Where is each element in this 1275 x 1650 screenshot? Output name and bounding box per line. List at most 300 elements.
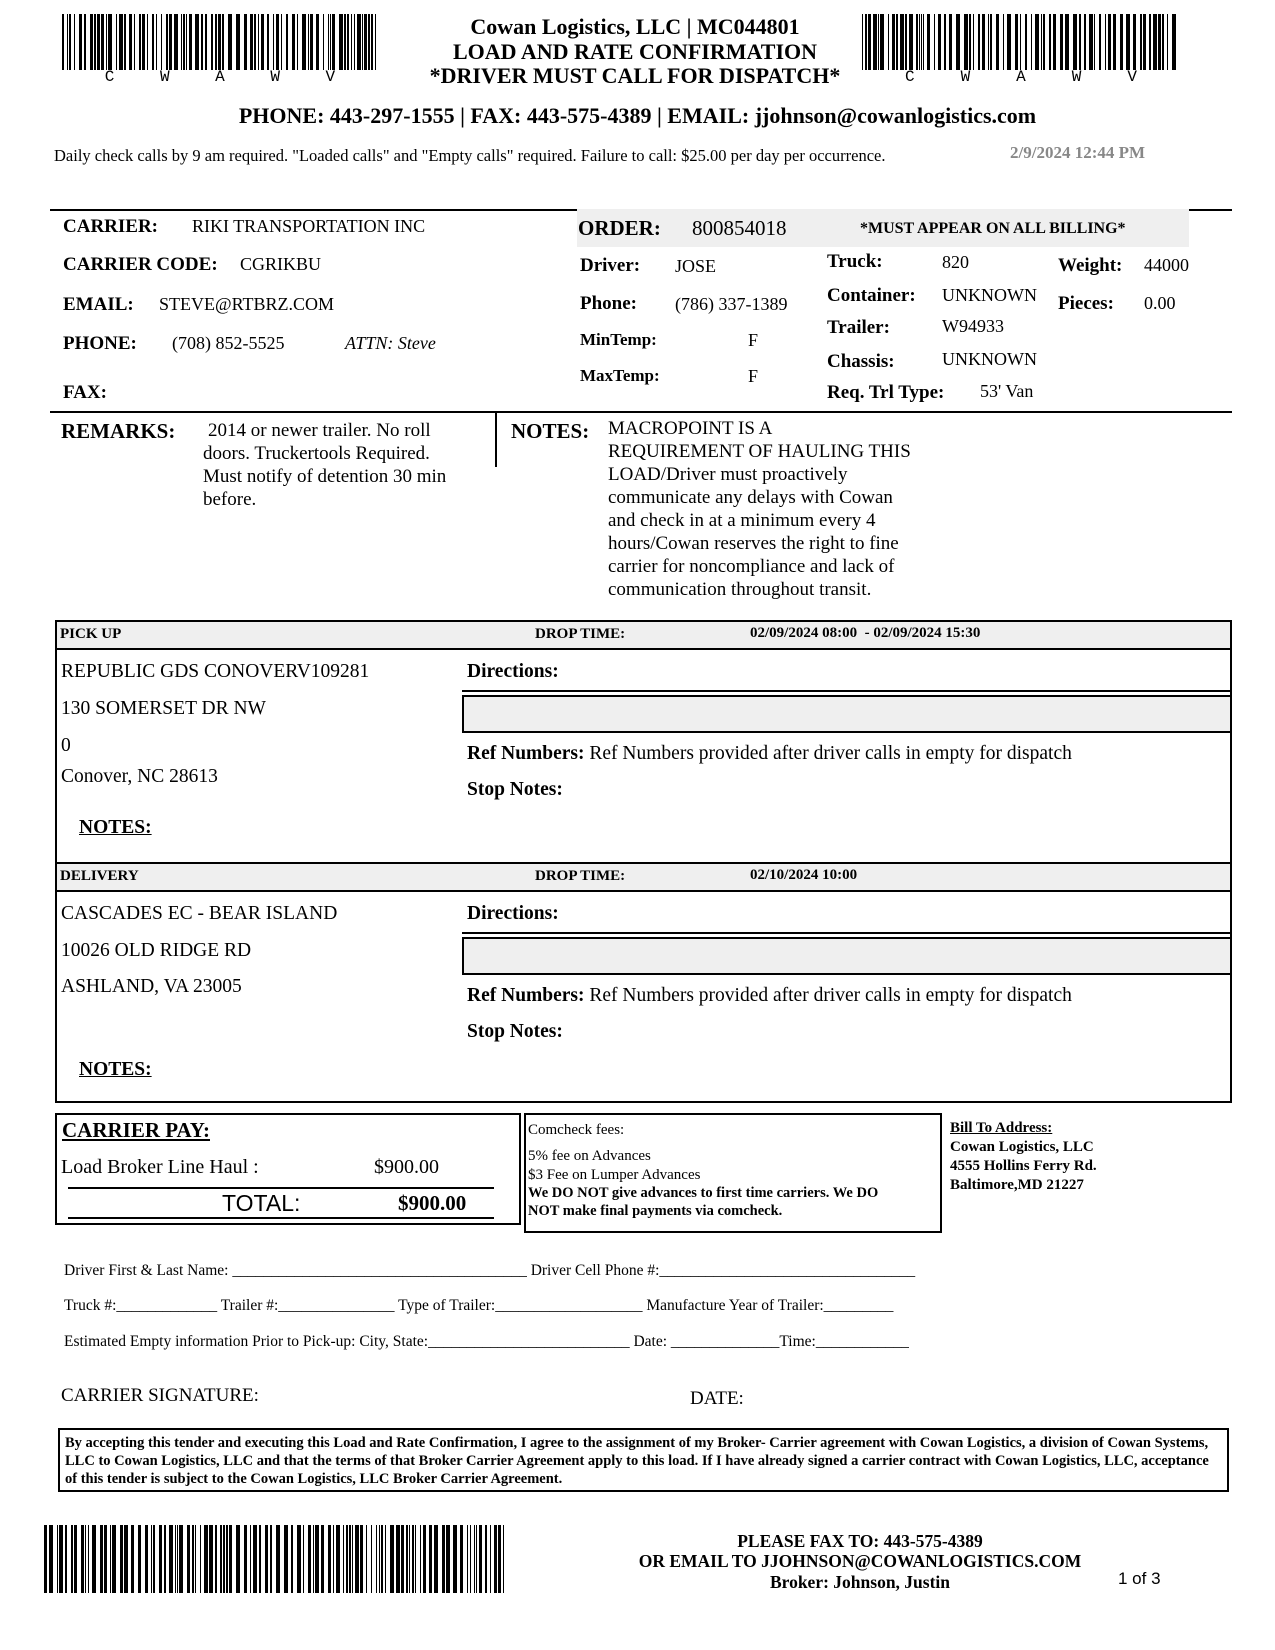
barcode-bar: [267, 14, 269, 70]
barcode-bar: [177, 1525, 178, 1593]
carrier-phone: (708) 852-5525: [172, 333, 285, 353]
pieces-label: Pieces:: [1058, 293, 1114, 314]
barcode-bar: [1172, 14, 1176, 70]
barcode-bar: [1108, 14, 1111, 70]
barcode-bar: [476, 1525, 477, 1593]
barcode-bar: [195, 14, 199, 70]
remarks-line: doors. Truckertools Required.: [203, 443, 430, 464]
pickup-stop-notes-label: Stop Notes:: [467, 779, 563, 800]
notes-line: hours/Cowan reserves the right to fine: [608, 533, 899, 554]
check-calls-notice: Daily check calls by 9 am required. "Loaded calls" and "Empty calls" required. Failure to call: $25.00 per day per occurrence.: [54, 146, 886, 165]
barcode-bar: [59, 1525, 63, 1593]
barcode-bar: [281, 14, 282, 70]
empty-info-field[interactable]: Estimated Empty information Prior to Pick-up: City, State:__________________________ Date: ______________Time:____________: [64, 1333, 909, 1350]
barcode-bar: [284, 1525, 288, 1593]
barcode-right: [862, 14, 1180, 86]
barcode-bar: [333, 1525, 334, 1593]
comcheck-line-1: 5% fee on Advances: [528, 1148, 651, 1164]
delivery-directions-box: [462, 937, 1232, 975]
barcode-bar: [485, 1525, 487, 1593]
barcode-bar: [321, 1525, 324, 1593]
barcode-footer: [44, 1525, 509, 1593]
barcode-bar: [315, 1525, 319, 1593]
remarks-line: 2014 or newer trailer. No roll: [208, 420, 431, 441]
barcode-bar: [244, 14, 247, 70]
barcode-bar: [934, 14, 935, 70]
barcode-bar: [292, 14, 295, 70]
agreement-text: By accepting this tender and executing this Load and Rate Confirmation, I agree to the assignment of my Broker- Carrier agreement with Cowan Logistics, a division of Cowan Systems, LLC to Cowan Logistics, LLC and that the terms of that Broker Carrier Agreement apply to this load. If I have already signed a carrier contract with Cowan Logistics, LLC, acceptance of this tender is subject to the Cowan Logistics, LLC Broker Carrier Agreement.: [58, 1428, 1229, 1492]
footer-broker-line: Broker: Johnson, Justin: [769, 1572, 951, 1592]
barcode-bar: [944, 14, 946, 70]
barcode-bar: [258, 14, 259, 70]
barcode-bar: [49, 1525, 53, 1593]
barcode-bar: [119, 14, 123, 70]
barcode-bar: [273, 14, 274, 70]
pickup-notes-label: NOTES:: [79, 817, 152, 838]
barcode-bar: [244, 1525, 247, 1593]
barcode-bar: [134, 14, 135, 70]
barcode-bar: [978, 14, 980, 70]
barcode-bar: [159, 1525, 162, 1593]
barcode-bar: [470, 1525, 471, 1593]
barcode-bar: [92, 1525, 96, 1593]
barcode-bar: [888, 14, 889, 70]
barcode-bar: [415, 1525, 416, 1593]
barcode-bar: [147, 14, 148, 70]
barcode-char: V: [325, 68, 336, 86]
barcode-bar: [186, 14, 187, 70]
barcode-left: [62, 14, 378, 86]
barcode-bar: [106, 14, 107, 70]
barcode-bar: [104, 1525, 107, 1593]
barcode-bar: [982, 14, 985, 70]
mintemp-label: MinTemp:: [580, 330, 657, 349]
container-label: Container:: [827, 285, 916, 306]
barcode-bar: [1020, 14, 1021, 70]
barcode-bar: [355, 1525, 359, 1593]
barcode-bar: [69, 14, 71, 70]
timestamp: 2/9/2024 12:44 PM: [1010, 143, 1146, 162]
line-haul-label: Load Broker Line Haul :: [61, 1156, 259, 1178]
delivery-ref-value: Ref Numbers provided after driver calls in empty for dispatch: [589, 985, 1072, 1006]
barcode-bar: [166, 14, 168, 70]
barcode-bar: [120, 1525, 123, 1593]
contact-line: PHONE: 443-297-1555 | FAX: 443-575-4389 | EMAIL: jjohnson@cowanlogistics.com: [238, 103, 1037, 128]
remarks-text: [203, 419, 493, 511]
barcode-bar: [434, 1525, 438, 1593]
total-value: $900.00: [398, 1191, 467, 1215]
barcode-bar: [169, 14, 172, 70]
barcode-bar: [195, 1525, 196, 1593]
barcode-bar: [479, 1525, 482, 1593]
barcode-bar: [215, 14, 217, 70]
barcode-bar: [956, 14, 960, 70]
barcode-bar: [138, 1525, 141, 1593]
barcode-bar: [57, 1525, 58, 1593]
barcode-bar: [366, 1525, 367, 1593]
maxtemp-value: F: [748, 366, 759, 386]
chassis-label: Chassis:: [827, 351, 895, 372]
barcode-bar: [1003, 14, 1004, 70]
barcode-bar: [85, 1525, 86, 1593]
barcode-bar: [218, 14, 221, 70]
barcode-bar: [220, 1525, 222, 1593]
barcode-char: W: [270, 68, 280, 86]
barcode-bar: [67, 14, 68, 70]
barcode-bar: [303, 1525, 304, 1593]
barcode-text: [862, 68, 1180, 86]
barcode-bar: [253, 1525, 257, 1593]
comcheck-line-2: $3 Fee on Lumper Advances: [528, 1167, 701, 1183]
remarks-line: before.: [203, 489, 257, 510]
barcode-bar: [179, 1525, 183, 1593]
barcode-bar: [1120, 14, 1123, 70]
barcode-bar: [460, 1525, 463, 1593]
barcode-bar: [1031, 14, 1032, 70]
barcode-bar: [79, 14, 82, 70]
barcode-bar: [328, 1525, 331, 1593]
barcode-bar: [323, 14, 324, 70]
barcode-bar: [108, 14, 112, 70]
carrier-label: CARRIER:: [63, 216, 158, 237]
barcode-bar: [181, 14, 182, 70]
barcode-bar: [1143, 14, 1146, 70]
barcode-bar: [151, 1525, 152, 1593]
maxtemp-label: MaxTemp:: [580, 366, 660, 385]
barcode-bars: [62, 14, 378, 70]
req-trailer-type-label: Req. Trl Type:: [827, 382, 945, 403]
barcode-bar: [347, 14, 349, 70]
barcode-bar: [270, 1525, 272, 1593]
barcode-bar: [101, 14, 104, 70]
notes-label: NOTES:: [511, 419, 590, 443]
notes-line: communicate any delays with Cowan: [608, 487, 893, 508]
barcode-char: C: [104, 68, 115, 86]
barcode-bar: [1153, 14, 1157, 70]
barcode-bar: [250, 1525, 251, 1593]
barcode-bar: [919, 14, 920, 70]
barcode-bar: [467, 1525, 468, 1593]
barcode-bar: [354, 14, 355, 70]
equipment-info-field[interactable]: Truck #:_____________ Trailer #:_______________ Type of Trailer:___________________ Manufacture Year of Trailer:_________: [64, 1297, 894, 1314]
barcode-bar: [65, 1525, 67, 1593]
barcode-bar: [1167, 14, 1168, 70]
barcode-char: W: [159, 68, 170, 86]
barcode-bar: [1089, 14, 1093, 70]
pickup-city: Conover, NC 28613: [61, 766, 218, 787]
barcode-bar: [390, 1525, 394, 1593]
barcode-bar: [328, 14, 329, 70]
barcode-bar: [360, 1525, 363, 1593]
barcode-bar: [228, 14, 232, 70]
notes-line: and check in at a minimum every 4: [608, 510, 876, 531]
barcode-bar: [969, 14, 971, 70]
barcode-bar: [1035, 14, 1039, 70]
barcode-bar: [1060, 14, 1063, 70]
barcode-bar: [364, 14, 367, 70]
barcode-bar: [1084, 14, 1086, 70]
barcode-bar: [1065, 14, 1069, 70]
trailer-label: Trailer:: [827, 317, 890, 338]
pickup-drop-label: DROP TIME:: [535, 626, 626, 642]
carrier-pay-title: CARRIER PAY:: [62, 1118, 210, 1142]
divider: [495, 411, 497, 467]
barcode-bar: [990, 14, 992, 70]
notes-line: REQUIREMENT OF HAULING THIS: [608, 441, 911, 462]
barcode-bar: [376, 1525, 377, 1593]
barcode-bar: [71, 1525, 73, 1593]
barcode-bar: [352, 1525, 353, 1593]
notes-line: LOAD/Driver must proactively: [608, 464, 848, 485]
company-line: Cowan Logistics, LLC | MC044801: [470, 14, 800, 39]
barcode-bar: [351, 14, 352, 70]
barcode-bar: [308, 14, 309, 70]
barcode-bar: [313, 1525, 314, 1593]
barcode-bar: [381, 1525, 383, 1593]
barcode-bar: [973, 14, 974, 70]
doc-title: LOAD AND RATE CONFIRMATION: [452, 39, 818, 64]
barcode-bar: [97, 14, 100, 70]
barcode-bar: [131, 1525, 134, 1593]
barcode-bar: [209, 1525, 213, 1593]
barcode-bar: [291, 1525, 293, 1593]
barcode-bar: [1099, 14, 1101, 70]
barcode-bar: [211, 14, 213, 70]
weight-label: Weight:: [1058, 255, 1123, 276]
barcode-bar: [429, 1525, 432, 1593]
delivery-ref-label: Ref Numbers:: [467, 985, 585, 1006]
barcode-bar: [349, 1525, 351, 1593]
barcode-bar: [423, 1525, 426, 1593]
barcode-bar: [189, 14, 192, 70]
barcode-bar: [420, 1525, 421, 1593]
order-number: 800854018: [692, 216, 787, 240]
barcode-bar: [1162, 14, 1164, 70]
barcode-char: A: [215, 68, 225, 86]
barcode-bar: [385, 1525, 386, 1593]
barcode-bar: [1079, 14, 1081, 70]
carrier-phone-label: PHONE:: [63, 333, 137, 354]
driver-phone-label: Phone:: [580, 293, 637, 314]
barcode-bar: [145, 1525, 148, 1593]
pickup-address-1: 130 SOMERSET DR NW: [61, 698, 266, 719]
barcode-bar: [339, 14, 343, 70]
page-number: 1 of 3: [1118, 1569, 1161, 1588]
barcode-bar: [226, 1525, 228, 1593]
barcode-bar: [896, 14, 898, 70]
date-field[interactable]: [755, 1378, 1055, 1406]
delivery-drop-time: 02/10/2024 10:00: [750, 867, 858, 883]
barcode-bar: [142, 14, 145, 70]
bill-to-line-1: Cowan Logistics, LLC: [950, 1139, 1094, 1155]
delivery-title: DELIVERY: [60, 868, 139, 884]
footer-fax-line: PLEASE FAX TO: 443-575-4389: [737, 1531, 983, 1551]
barcode-bar: [254, 14, 256, 70]
barcode-bar: [332, 14, 335, 70]
divider: [68, 1217, 494, 1219]
carrier-signature-field[interactable]: [276, 1375, 656, 1403]
bill-to-line-2: 4555 Hollins Ferry Rd.: [950, 1158, 1097, 1174]
barcode-bar: [222, 14, 224, 70]
barcode-bar: [1053, 14, 1056, 70]
barcode-bar: [88, 1525, 89, 1593]
barcode-bar: [379, 1525, 380, 1593]
barcode-bar: [156, 14, 157, 70]
delivery-directions-label: Directions:: [467, 903, 559, 924]
barcode-bar: [905, 14, 907, 70]
barcode-bar: [100, 1525, 103, 1593]
barcode-bar: [161, 14, 162, 70]
barcode-bar: [873, 14, 877, 70]
barcode-char: W: [960, 68, 971, 86]
divider: [50, 411, 1232, 413]
barcode-bar: [453, 1525, 457, 1593]
barcode-bar: [1105, 14, 1106, 70]
barcode-bar: [346, 1525, 348, 1593]
barcode-bar: [90, 14, 93, 70]
barcode-bar: [880, 14, 884, 70]
barcode-bar: [297, 14, 298, 70]
barcode-bar: [286, 14, 288, 70]
barcode-bar: [900, 14, 904, 70]
truck-label: Truck:: [827, 251, 883, 272]
pickup-address-2: 0: [61, 735, 71, 756]
barcode-char: V: [1127, 68, 1137, 86]
barcode-bar: [169, 1525, 173, 1593]
divider: [462, 690, 1232, 692]
barcode-bar: [1149, 14, 1151, 70]
barcode-bar: [62, 14, 64, 70]
barcode-bars: [862, 14, 1180, 70]
barcode-bar: [74, 14, 75, 70]
barcode-bar: [1113, 14, 1116, 70]
driver-call-notice: *DRIVER MUST CALL FOR DISPATCH*: [429, 63, 841, 88]
barcode-bar: [276, 1525, 280, 1593]
barcode-bar: [490, 1525, 491, 1593]
delivery-drop-label: DROP TIME:: [535, 868, 626, 884]
barcode-bar: [375, 14, 376, 70]
carrier-email-label: EMAIL:: [63, 294, 134, 315]
barcode-bar: [124, 1525, 128, 1593]
barcode-bar: [112, 1525, 116, 1593]
barcode-char: A: [1016, 68, 1026, 86]
pickup-ref-numbers: [467, 743, 1072, 765]
barcode-bar: [152, 14, 154, 70]
weight-value: 44000: [1144, 255, 1189, 275]
carrier-code-label: CARRIER CODE:: [63, 254, 218, 275]
barcode-bar: [1041, 14, 1042, 70]
barcode-bar: [236, 1525, 240, 1593]
comcheck-bold-1: We DO NOT give advances to first time carriers. We DO: [528, 1185, 879, 1201]
barcode-bar: [923, 14, 924, 70]
barcode-bar: [343, 1525, 344, 1593]
barcode-bar: [1007, 14, 1011, 70]
driver-info-field[interactable]: Driver First & Last Name: ______________________________________ Driver Cell Phone #:_________________________________: [64, 1262, 916, 1279]
barcode-bar: [1133, 14, 1136, 70]
barcode-bar: [927, 14, 930, 70]
barcode-bar: [446, 1525, 450, 1593]
barcode-bar: [1073, 14, 1077, 70]
barcode-bar: [916, 14, 918, 70]
barcode-bar: [261, 14, 264, 70]
barcode-bar: [396, 1525, 400, 1593]
barcode-bar: [310, 14, 313, 70]
barcode-bar: [1015, 14, 1018, 70]
barcode-bar: [94, 14, 96, 70]
chassis-value: UNKNOWN: [942, 349, 1037, 369]
driver-label: Driver:: [580, 255, 641, 276]
barcode-bar: [175, 1525, 176, 1593]
delivery-stop-notes-label: Stop Notes:: [467, 1021, 563, 1042]
barcode-bar: [201, 14, 203, 70]
barcode-bar: [259, 1525, 261, 1593]
comcheck-title: Comcheck fees:: [528, 1122, 625, 1138]
barcode-bar: [909, 14, 913, 70]
pickup-drop-time: 02/09/2024 08:00 - 02/09/2024 15:30: [750, 625, 981, 641]
order-label: ORDER:: [578, 216, 661, 240]
barcode-bar: [1049, 14, 1051, 70]
barcode-bar: [336, 1525, 340, 1593]
pickup-ref-label: Ref Numbers:: [467, 743, 585, 764]
barcode-char: W: [1071, 68, 1082, 86]
barcode-bar: [316, 14, 319, 70]
barcode-bar: [204, 1525, 208, 1593]
barcode-bar: [371, 14, 373, 70]
barcode-bar: [229, 1525, 232, 1593]
pickup-name: REPUBLIC GDS CONOVERV109281: [61, 661, 370, 682]
barcode-bar: [276, 14, 279, 70]
barcode-bar: [474, 1525, 475, 1593]
barcode-text: [62, 68, 378, 86]
barcode-bar: [110, 1525, 111, 1593]
barcode-bar: [308, 1525, 311, 1593]
barcode-bars: [44, 1525, 509, 1593]
barcode-bar: [442, 1525, 445, 1593]
barcode-bar: [192, 1525, 194, 1593]
barcode-bar: [200, 1525, 201, 1593]
delivery-city: ASHLAND, VA 23005: [61, 976, 242, 997]
pieces-value: 0.00: [1144, 293, 1176, 313]
delivery-header: [55, 862, 1232, 892]
barcode-bar: [949, 14, 952, 70]
line-haul-value: $900.00: [374, 1156, 439, 1178]
carrier-code: CGRIKBU: [240, 254, 322, 274]
barcode-bar: [164, 1525, 166, 1593]
delivery-address-1: 10026 OLD RIDGE RD: [61, 940, 252, 961]
delivery-notes-label: NOTES:: [79, 1059, 152, 1080]
barcode-bar: [297, 1525, 301, 1593]
carrier-fax-label: FAX:: [63, 382, 107, 403]
barcode-bar: [139, 14, 141, 70]
barcode-bar: [1025, 14, 1027, 70]
barcode-bar: [250, 14, 253, 70]
divider: [462, 932, 1232, 934]
driver-name: JOSE: [675, 256, 717, 276]
notes-line: MACROPOINT IS A: [608, 418, 773, 439]
delivery-name: CASCADES EC - BEAR ISLAND: [61, 903, 338, 924]
barcode-bar: [1140, 14, 1142, 70]
total-label: TOTAL:: [222, 1190, 301, 1216]
barcode-bar: [964, 14, 968, 70]
barcode-bar: [153, 1525, 155, 1593]
barcode-bar: [494, 1525, 497, 1593]
barcode-bar: [215, 1525, 217, 1593]
divider: [68, 1187, 494, 1189]
barcode-bar: [412, 1525, 414, 1593]
barcode-bar: [938, 14, 941, 70]
pickup-ref-value: Ref Numbers provided after driver calls in empty for dispatch: [589, 743, 1072, 764]
date-label: DATE:: [690, 1388, 744, 1409]
